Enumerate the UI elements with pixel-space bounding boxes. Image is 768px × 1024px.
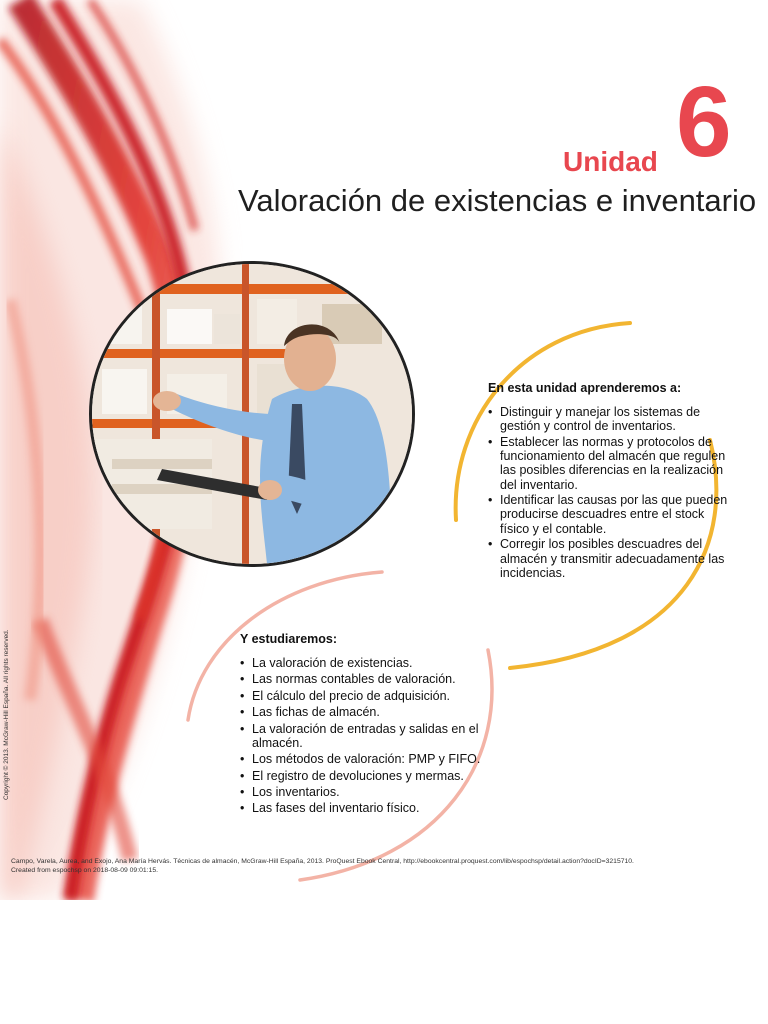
citation — [11, 857, 711, 875]
list-item: • Las normas contables de valoración. — [240, 672, 490, 686]
warehouse-worker-photo — [89, 261, 415, 567]
copyright-notice: Copyright © 2013. McGraw-Hill España. All rights reserved. — [3, 629, 10, 800]
list-item: • La valoración de existencias. — [240, 656, 490, 670]
unit-number: 6 — [676, 66, 732, 178]
list-item: • Distinguir y manejar los sistemas de gestión y control de inventarios. — [488, 405, 728, 433]
unit-label: Unidad — [563, 146, 658, 177]
list-item: • Corregir los posibles descuadres del almacén y transmitir adecuadamente las incidencias. — [488, 537, 728, 580]
chapter-title: Valoración de existencias e inventario — [238, 183, 757, 218]
citation-line: Campo, Varela, Aurea, and Exojo, Ana María Hervás. Técnicas de almacén, McGraw-Hill España, 2013. ProQuest Ebook Central, http://ebookcentral.proquest.com/lib/espochsp/detail.action?docID=3215710. — [11, 858, 634, 865]
list-item: • Establecer las normas y protocolos de funcionamiento del almacén que regulen las posibles diferencias en la realización del inventario. — [488, 435, 728, 492]
list-item: • Los métodos de valoración: PMP y FIFO. — [240, 752, 490, 766]
list-item: • Los inventarios. — [240, 785, 490, 799]
learning-objectives-list — [488, 405, 728, 580]
learning-objectives — [488, 381, 728, 581]
list-item: • Las fases del inventario físico. — [240, 801, 490, 815]
list-item: • Identificar las causas por las que pueden producirse descuadres entre el stock físico y el contable. — [488, 493, 728, 536]
citation-line: Created from espochsp on 2018-08-09 09:01:15. — [11, 867, 158, 874]
study-topics — [240, 632, 490, 818]
list-item: • La valoración de entradas y salidas en el almacén. — [240, 722, 490, 750]
list-item: • El registro de devoluciones y mermas. — [240, 769, 490, 783]
study-topics-list — [240, 656, 490, 816]
learning-objectives-title: En esta unidad aprenderemos a: — [488, 381, 682, 395]
study-topics-title: Y estudiaremos: — [240, 632, 338, 646]
list-item: • El cálculo del precio de adquisición. — [240, 689, 490, 703]
list-item: • Las fichas de almacén. — [240, 705, 490, 719]
